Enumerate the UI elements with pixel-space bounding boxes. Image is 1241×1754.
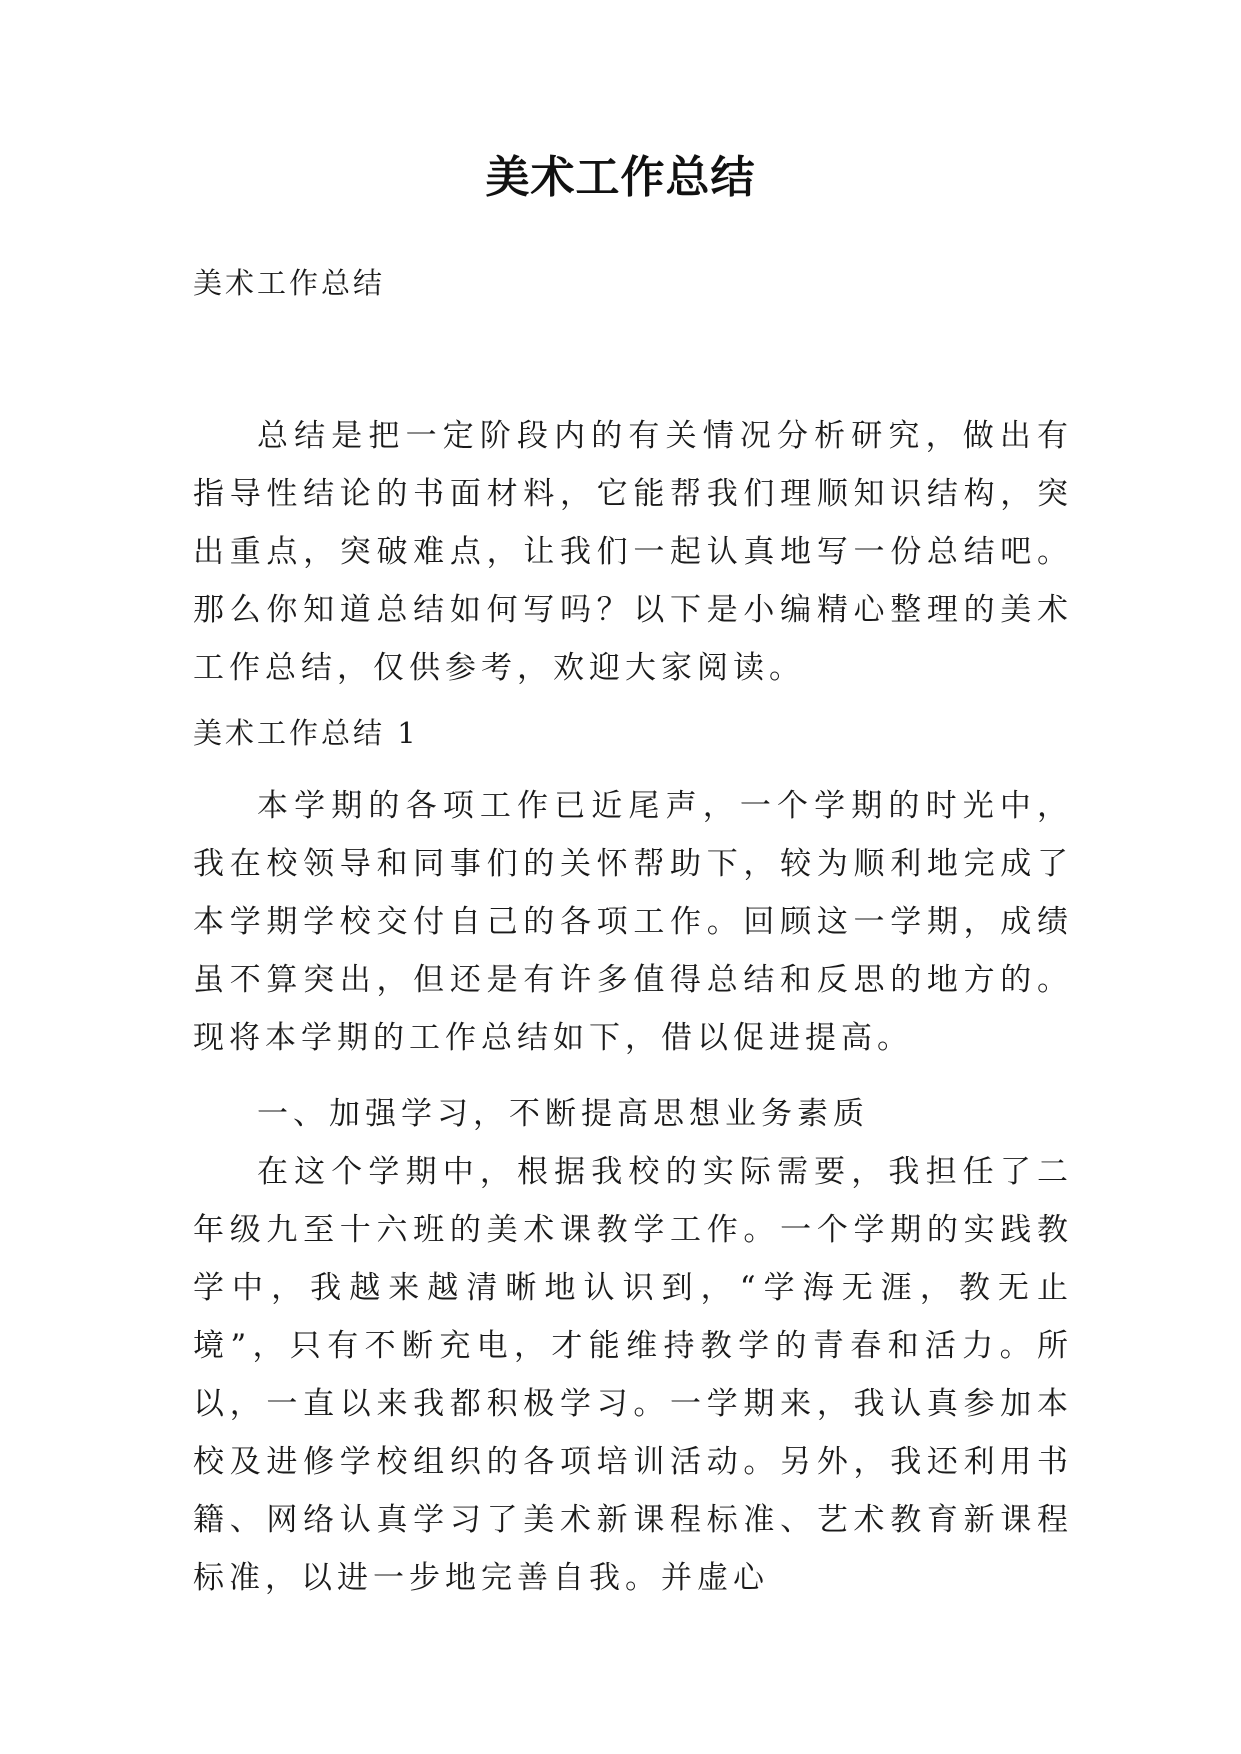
section-paragraph-2: 在这个学期中，根据我校的实际需要，我担任了二年级九至十六班的美术课教学工作。一个学期的实践教学中，我越来越清晰地认识到，“学海无涯，教无止境”，只有不断充电，才能维持教学的青春和活力。所以，一直以来我都积极学习。一学期来，我认真参加本校及进修学校组织的各项培训活动。另外，我还利用书籍、网络认真学习了美术新课程标准、艺术教育新课程标准，以进一步地完善自我。并虚心 [193,1154,1073,1596]
section-paragraph-1: 本学期的各项工作已近尾声，一个学期的时光中，我在校领导和同事们的关怀帮助下，较为顺利地完成了本学期学校交付自己的各项工作。回顾这一学期，成绩虽不算突出，但还是有许多值得总结和反思的地方的。现将本学期的工作总结如下，借以促进提高。 [193,788,1073,1056]
document-title: 美术工作总结 [485,152,756,203]
intro-paragraph: 总结是把一定阶段内的有关情况分析研究，做出有指导性结论的书面材料，它能帮我们理顺知识结构，突出重点，突破难点，让我们一起认真地写一份总结吧。那么你知道总结如何写吗？以下是小编精心整理的美术工作总结，仅供参考，欢迎大家阅读。 [193,418,1073,686]
section-subheading: 一、加强学习，不断提高思想业务素质 [257,1096,869,1132]
section-heading: 美术工作总结 1 [193,716,419,750]
document-subtitle: 美术工作总结 [193,266,386,300]
